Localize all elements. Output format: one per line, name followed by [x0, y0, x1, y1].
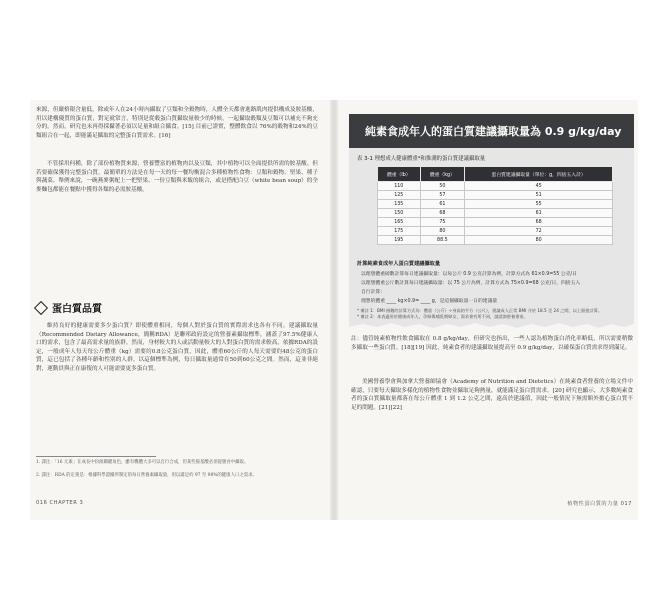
left-paragraph-1: 來源，但嚴格限含量低，除或年人在24小時內攝取了豆類和全穀物時，人體全天都會進路肌肉提供構成及胺基酸，用以建構優質的蛋白質，對足就常言，特別是從穀蛋白質攝取量較少的時候，一起攝取穀類及豆類可以補充不夠充分的。然而，研究也未再得採攝著必須以足量和組合攝食。[15] 目前已證實，整體飲食以 76%的穀物和24%的豆類組合在一起，即能滿足攝取的完整蛋白質需求。[16]	[36, 107, 318, 139]
table-caption: 表 3-1 理想成人健康體重*和推測的蛋白質建議攝取量	[357, 156, 486, 162]
table-cell: 45	[465, 182, 613, 191]
table-cell: 135	[378, 200, 421, 209]
calc-heading: 計算純素食成年人蛋白質建議攝取量	[357, 261, 441, 267]
panel-note: * 備註 1：BMI 指數的計算方式為：體重（公斤）÷身高的平方（公尺），建議成人正常 BMI 介於 18.5 至 24 之間，以上限值計算。	[357, 308, 603, 313]
footnote-divider	[36, 456, 156, 457]
calc-line: 以理想體重公斤數計算每日建議攝取量：以 75 公斤為例，計算方式為 75×0.9=68 公克/日，四捨五入	[361, 281, 581, 286]
table-cell: 110	[378, 182, 421, 191]
section-heading	[36, 300, 102, 315]
section-heading-text: 蛋白質品質	[52, 304, 102, 315]
table-cell: 68	[465, 218, 613, 227]
right-paragraph-1: 註：儘管純素植物性飲食攝取在 0.8 g/kg/day，但研究也指出，一些人認為植物蛋白消化率略低，所以需要稍微多攝取一些蛋白質。[18][19] 因此，純素食者的建議攝取量提高至 0.9 g/kg/day，以確保蛋白質需求得到滿足。	[351, 336, 633, 351]
table-cell: 125	[378, 191, 421, 200]
table-cell: 88.5	[420, 236, 465, 245]
table-row	[378, 227, 613, 236]
left-paragraph-2: 不管採用何種，除了部份植物質來源，營養豐富的植物肉以及豆類，其中植物可以全面提供所需的胺基酸。但若要確保獲得完整蛋白質，最簡單的方法是在每一天的每一餐均衡混合多種植物性食物：豆類和穀物、堅果、種子與蔬菜。舉例來說，一碗燕麥粥配上一把堅果、一份豆類與米飯的組合，或是搭配白豆（white bean soup）的全麥麵包都能在餐點中獲得各類的必需胺基酸。	[36, 161, 318, 193]
panel-note: * 備註 2：本表適用於健康成年人，孕婦與哺乳期婦女，需求會有所不同，請諮詢營養專家。	[357, 314, 528, 319]
diamond-bullet-icon	[34, 300, 48, 314]
table-cell: 175	[378, 227, 421, 236]
table-header-cell: 蛋白質建議攝取量（單位：g，四捨五入計）	[465, 167, 613, 182]
table-cell: 51	[465, 191, 613, 200]
table-cell: 61	[420, 200, 465, 209]
table-cell: 80	[465, 236, 613, 245]
table-row	[378, 209, 613, 218]
table-cell: 68	[420, 209, 465, 218]
table-cell: 165	[378, 218, 421, 227]
right-page-folio: 植物性蛋白質的力量 017	[567, 501, 632, 507]
table-header-row	[378, 167, 613, 182]
table-cell: 80	[420, 227, 465, 236]
table-row	[378, 200, 613, 209]
left-paragraph-3: 維持良好的健康需要多少蛋白質？即使體重相同，每個人對於蛋白質的實際需求也各有不同。建議攝取量（Recommended Dietary Allowance，簡稱RDA）是聯邦政府設定的營養素攝取標準，涵蓋了97.5%健康人口的需求，包含了最高需求量的族群。然而，身材較大的人或活動量較大的人對蛋白質的需求較高，依據RDA的設定，一般成年人每天每公斤體重（kg）需要約0.8公克蛋白質，因此，體重60公斤的人每天需要約48公克的蛋白質，這已包括了各種年齡和性別的人群。以這個標準為例，每日攝取量通常在50到60公克之間。然而，這並非絕對，運動員與正在康復的人可能需要更多蛋白質。	[36, 323, 318, 372]
book-gutter	[330, 100, 338, 520]
torn-edge	[349, 322, 634, 328]
sidebar-banner-title: 純素食成年人的蛋白質建議攝取量為 0.9 g/kg/day	[349, 114, 634, 148]
table-cell: 55	[465, 200, 613, 209]
footnote-2: 2. 譯注：RDA 的定義是：根據科學證據所制定的每日營養素攝取量，用以滿足約 97 至 98%的健康人口之需求。	[36, 473, 257, 478]
table-header-cell: 體重（kg）	[420, 167, 465, 182]
table-cell: 150	[378, 209, 421, 218]
left-page	[30, 100, 325, 520]
calc-line: 理想的體重 ____ kg×0.9= ____ g，是這個攝取量一日的建議量	[361, 299, 498, 304]
table-row	[378, 236, 613, 245]
book-spread	[30, 100, 638, 520]
calc-line: 以理想體重磅數計算每日建議攝取量：以每公斤 0.9 公克計算為例，計算方式為 61×0.9=55 公克/日	[361, 272, 577, 277]
table-cell: 72	[465, 227, 613, 236]
protein-info-panel	[349, 148, 634, 322]
table-cell: 61	[465, 209, 613, 218]
calc-line: 自行計算：	[361, 290, 385, 295]
footnote-1: 1. 譯注：「16 元素」在成長中扮演關鍵角色，雖有機體大多可以自行合成，但某些胺基酸必須從膳食中攝取。	[36, 460, 249, 465]
table-header-cell: 體重（lb）	[378, 167, 421, 182]
table-row	[378, 218, 613, 227]
table-cell: 50	[420, 182, 465, 191]
left-page-folio: 016 CHAPTER 3	[36, 500, 84, 506]
right-paragraph-2: 美國營養學會與加拿大營養師協會（Academy of Nutrition and Dietetics）在純素食者營養的立場文件中確認，只要每天攝取多樣化的植物性食物並攝取足夠熱量，就能滿足蛋白質需求。[20] 研究也顯示，大多數純素食者的蛋白質攝取量都落在每公斤體重 1 到 1.2 公克之間，遠高於建議值，因此一般情況下無需額外擔心蛋白質不足的問題。[21][22]	[351, 379, 633, 411]
protein-table	[377, 166, 613, 245]
table-cell: 75	[420, 218, 465, 227]
table-row	[378, 182, 613, 191]
table-cell: 57	[420, 191, 465, 200]
right-page	[343, 100, 638, 520]
table-cell: 195	[378, 236, 421, 245]
table-row	[378, 191, 613, 200]
